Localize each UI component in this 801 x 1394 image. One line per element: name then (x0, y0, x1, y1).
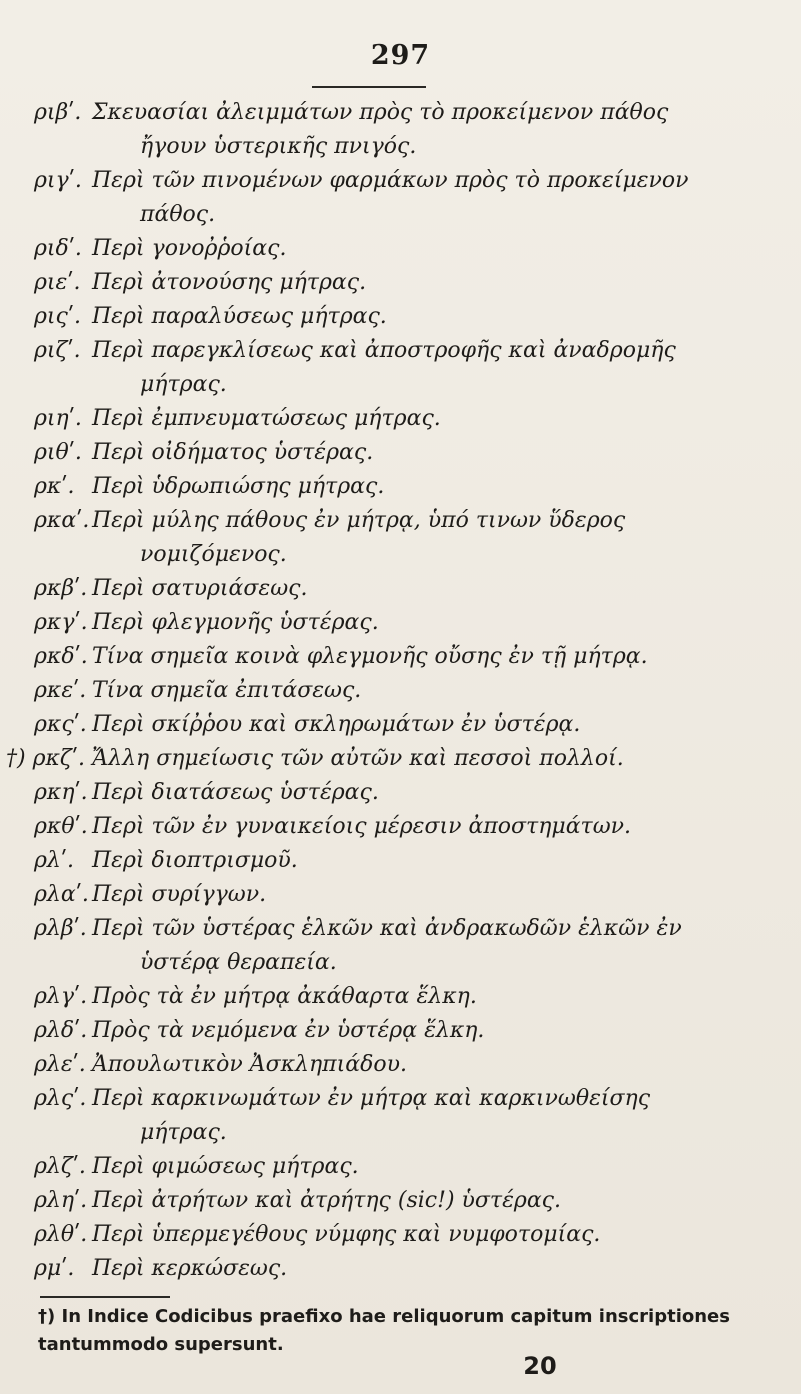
chapter-number: ρκαʹ. (34, 508, 90, 533)
footnote: †) In Indice Codicibus praefixo hae reliquorum capitum inscriptiones tantummodo supersunt. (38, 1306, 730, 1355)
chapter-number: ρκʹ. (34, 474, 75, 499)
chapter-title: Περὶ ὑπερμεγέθους νύμφης καὶ νυμφοτομίας. (92, 1222, 601, 1247)
chapter-number: ρμʹ. (34, 1256, 75, 1281)
chapter-title: Ἄλλη σημείωσις τῶν αὐτῶν καὶ πεσσοὶ πολλοί. (92, 746, 624, 771)
chapter-entry (0, 1252, 801, 1286)
chapter-number: ρλθʹ. (34, 1222, 88, 1247)
chapter-title: Περὶ τῶν πινομένων φαρμάκων πρὸς τὸ προκείμενον (92, 168, 689, 193)
chapter-entry (0, 1048, 801, 1082)
chapter-title: Περὶ οἰδήματος ὑστέρας. (92, 440, 374, 465)
chapter-title: Περὶ φιμώσεως μήτρας. (92, 1154, 359, 1179)
chapter-title-continuation: μήτρας. (140, 372, 227, 397)
chapter-title: Περὶ ἐμπνευματώσεως μήτρας. (92, 406, 441, 431)
chapter-entry (0, 640, 801, 674)
chapter-number: ρκςʹ. (34, 712, 87, 737)
chapter-number: ρλεʹ. (34, 1052, 86, 1077)
chapter-entry (0, 776, 801, 810)
chapter-title: Περὶ διατάσεως ὑστέρας. (92, 780, 379, 805)
chapter-title: Περὶ παρεγκλίσεως καὶ ἀποστροφῆς καὶ ἀναδρομῆς (92, 338, 676, 363)
chapter-number: ριγʹ. (34, 168, 82, 193)
chapter-title: Περὶ παραλύσεως μήτρας. (92, 304, 387, 329)
chapter-title: Τίνα σημεῖα κοινὰ φλεγμονῆς οὔσης ἐν τῇ μήτρᾳ. (92, 644, 648, 669)
chapter-title-continuation: πάθος. (140, 202, 216, 227)
chapter-number: ρλςʹ. (34, 1086, 87, 1111)
chapter-entry (0, 742, 801, 776)
chapter-title: Περὶ καρκινωμάτων ἐν μήτρᾳ καὶ καρκινωθείσης (92, 1086, 651, 1111)
chapter-number: ρκθʹ. (34, 814, 88, 839)
chapter-entry (0, 470, 801, 504)
chapter-number: ρλʹ. (34, 848, 74, 873)
chapter-entry (0, 1184, 801, 1218)
chapter-title-continuation: ἤγουν ὑστερικῆς πνιγός. (140, 134, 417, 159)
chapter-title: Περὶ φλεγμονῆς ὑστέρας. (92, 610, 379, 635)
chapter-entry (0, 810, 801, 844)
chapter-entry (0, 334, 801, 402)
chapter-title: Περὶ ὑδρωπιώσης μήτρας. (92, 474, 385, 499)
chapter-entry (0, 708, 801, 742)
chapter-entry (0, 1218, 801, 1252)
chapter-title: Περὶ διοπτρισμοῦ. (92, 848, 298, 873)
chapter-title: Περὶ τῶν ἐν γυναικείοις μέρεσιν ἀποστημάτων. (92, 814, 632, 839)
chapter-number: ρλβʹ. (34, 916, 87, 941)
chapter-number: ρλδʹ. (34, 1018, 88, 1043)
chapter-entry (0, 878, 801, 912)
chapter-number: †) ρκζʹ. (6, 746, 85, 771)
chapter-entry (0, 300, 801, 334)
chapter-number: ρκβʹ. (34, 576, 88, 601)
chapter-entry (0, 674, 801, 708)
chapter-entry (0, 402, 801, 436)
chapter-entry (0, 606, 801, 640)
chapter-list (0, 96, 801, 1286)
chapter-title: Περὶ σατυριάσεως. (92, 576, 308, 601)
chapter-entry (0, 980, 801, 1014)
footnote-rule (40, 1296, 170, 1298)
chapter-title: Περὶ γονοῤῥοίας. (92, 236, 287, 261)
chapter-entry (0, 1014, 801, 1048)
chapter-title: Περὶ συρίγγων. (92, 882, 267, 907)
chapter-number: ριδʹ. (34, 236, 82, 261)
signature-mark: 20 (523, 1352, 557, 1380)
chapter-entry (0, 1082, 801, 1150)
chapter-number: ρκεʹ. (34, 678, 87, 703)
chapter-number: ριηʹ. (34, 406, 82, 431)
header-rule (312, 86, 426, 88)
chapter-title: Περὶ κερκώσεως. (92, 1256, 288, 1281)
chapter-entry (0, 96, 801, 164)
chapter-number: ριςʹ. (34, 304, 81, 329)
chapter-number: ρκηʹ. (34, 780, 88, 805)
chapter-entry (0, 912, 801, 980)
chapter-number: ριβʹ. (34, 100, 82, 125)
chapter-number: ριθʹ. (34, 440, 82, 465)
chapter-number: ρλγʹ. (34, 984, 88, 1009)
chapter-title-continuation: μήτρας. (140, 1120, 227, 1145)
page-number: 297 (370, 40, 431, 71)
chapter-entry (0, 266, 801, 300)
chapter-title: Περὶ ἀτρήτων καὶ ἀτρήτης (sic!) ὑστέρας. (92, 1188, 561, 1213)
chapter-entry (0, 572, 801, 606)
chapter-entry (0, 164, 801, 232)
chapter-title: Πρὸς τὰ ἐν μήτρᾳ ἀκάθαρτα ἕλκη. (92, 984, 477, 1009)
chapter-title-continuation: νομιζόμενος. (140, 542, 287, 567)
chapter-title-continuation: ὑστέρᾳ θεραπεία. (140, 950, 337, 975)
chapter-title: Σκευασίαι ἀλειμμάτων πρὸς τὸ προκείμενον πάθος (92, 100, 669, 125)
chapter-number: ρκγʹ. (34, 610, 88, 635)
chapter-title: Περὶ ἀτονούσης μήτρας. (92, 270, 367, 295)
chapter-number: ρλαʹ. (34, 882, 89, 907)
chapter-title: Τίνα σημεῖα ἐπιτάσεως. (92, 678, 362, 703)
chapter-number: ρκδʹ. (34, 644, 88, 669)
chapter-title: Ἀπουλωτικὸν Ἀσκληπιάδου. (92, 1052, 407, 1077)
chapter-title: Πρὸς τὰ νεμόμενα ἐν ὑστέρᾳ ἕλκη. (92, 1018, 485, 1043)
chapter-entry (0, 1150, 801, 1184)
chapter-entry (0, 504, 801, 572)
chapter-title: Περὶ τῶν ὑστέρας ἑλκῶν καὶ ἀνδρακωδῶν ἑλκῶν ἐν (92, 916, 682, 941)
chapter-entry (0, 232, 801, 266)
chapter-title: Περὶ σκίῤῥου καὶ σκληρωμάτων ἐν ὑστέρᾳ. (92, 712, 581, 737)
chapter-entry (0, 844, 801, 878)
chapter-number: ριζʹ. (34, 338, 81, 363)
chapter-number: ρληʹ. (34, 1188, 88, 1213)
chapter-number: ρλζʹ. (34, 1154, 86, 1179)
chapter-entry (0, 436, 801, 470)
chapter-number: ριεʹ. (34, 270, 81, 295)
chapter-title: Περὶ μύλης πάθους ἐν μήτρᾳ, ὑπό τινων ὕδερος (92, 508, 626, 533)
